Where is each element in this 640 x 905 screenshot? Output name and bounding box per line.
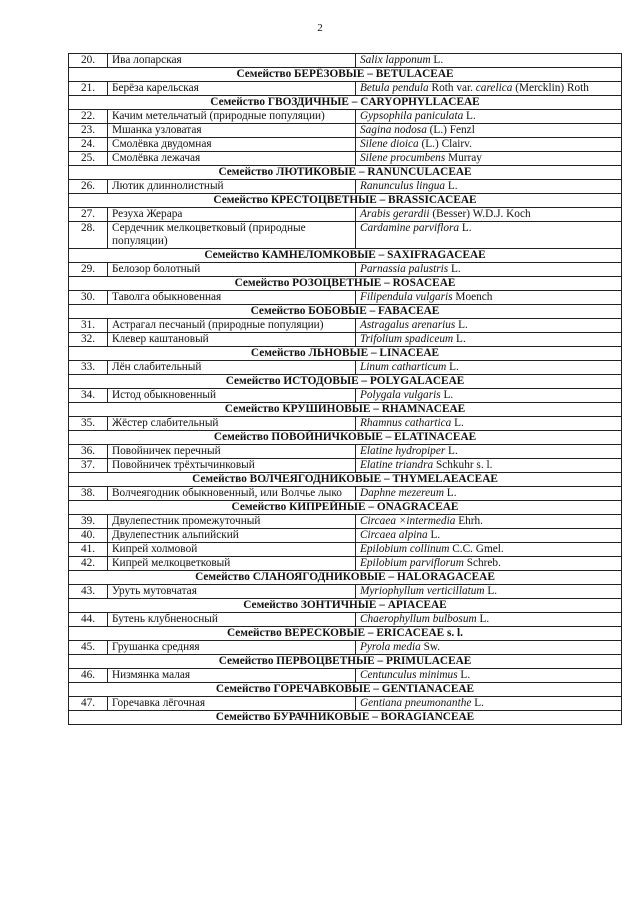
species-russian-name: Горечавка лёгочная [108, 697, 356, 711]
author-citation: L. [427, 529, 441, 541]
species-number: 38. [69, 487, 108, 501]
family-header-row [69, 249, 622, 263]
family-header-row [69, 347, 622, 361]
species-number: 34. [69, 389, 108, 403]
species-latin-name-cell [356, 208, 622, 222]
author-citation: L. [459, 222, 472, 234]
species-latin-name-cell [356, 543, 622, 557]
latin-name: Parnassia palustris [360, 263, 449, 275]
species-number: 29. [69, 263, 108, 277]
species-number: 46. [69, 669, 108, 683]
species-row [69, 641, 622, 655]
species-latin-name-cell [356, 82, 622, 96]
author-citation: Ehrh. [455, 515, 483, 527]
species-row [69, 263, 622, 277]
family-header-row [69, 403, 622, 417]
author-citation: L. [463, 110, 476, 122]
species-row [69, 124, 622, 138]
author-citation: L. [443, 487, 457, 499]
author-citation: L. [453, 333, 466, 345]
family-header-row [69, 683, 622, 697]
species-latin-name-cell [356, 515, 622, 529]
family-name: Семейство ГОРЕЧАВКОВЫЕ – GENTIANACEAE [69, 683, 622, 697]
species-latin-name-cell [356, 333, 622, 347]
latin-name: Gypsophila paniculata [360, 110, 464, 122]
species-latin-name-cell [356, 319, 622, 333]
species-number: 25. [69, 152, 108, 166]
family-header-row [69, 655, 622, 669]
latin-name: Daphne mezereum [360, 487, 444, 499]
species-row [69, 319, 622, 333]
species-row [69, 54, 622, 68]
species-number: 37. [69, 459, 108, 473]
family-header-row [69, 501, 622, 515]
species-latin-name-cell [356, 459, 622, 473]
species-row [69, 208, 622, 222]
species-number: 28. [69, 222, 108, 249]
species-row [69, 697, 622, 711]
species-number: 31. [69, 319, 108, 333]
latin-name: Chaerophyllum bulbosum [360, 613, 477, 625]
latin-name: Sagina nodosa [360, 124, 427, 136]
species-row [69, 152, 622, 166]
family-header-row [69, 96, 622, 110]
species-russian-name: Низмянка малая [108, 669, 356, 683]
author-citation: Murray [445, 152, 482, 164]
family-name: Семейство СЛАНОЯГОДНИКОВЫЕ – HALORAGACEAE [69, 571, 622, 585]
species-russian-name: Уруть мутовчатая [108, 585, 356, 599]
family-header-row [69, 431, 622, 445]
species-russian-name: Кипрей мелкоцветковый [108, 557, 356, 571]
species-russian-name: Берёза карельская [108, 82, 356, 96]
family-name: Семейство ПОВОЙНИЧКОВЫЕ – ELATINACEAE [69, 431, 622, 445]
author-citation: Moench [452, 291, 493, 303]
species-row [69, 180, 622, 194]
latin-name: Myriophyllum verticillatum [360, 585, 485, 597]
family-name: Семейство ЛЬНОВЫЕ – LINACEAE [69, 347, 622, 361]
family-name: Семейство БОБОВЫЕ – FABACEAE [69, 305, 622, 319]
species-russian-name: Жёстер слабительный [108, 417, 356, 431]
latin-name: Epilobium collinum [360, 543, 450, 555]
author-citation: (Besser) W.D.J. Koch [429, 208, 531, 220]
species-latin-name-cell [356, 110, 622, 124]
author-citation: L. [455, 319, 468, 331]
latin-name: Silene procumbens [360, 152, 446, 164]
species-row [69, 585, 622, 599]
latin-name: Pyrola media [360, 641, 421, 653]
species-number: 39. [69, 515, 108, 529]
latin-name: Circaea alpina [360, 529, 428, 541]
species-row [69, 543, 622, 557]
latin-name: Linum catharticum [360, 361, 447, 373]
species-latin-name-cell [356, 152, 622, 166]
latin-name: Astragalus arenarius [360, 319, 456, 331]
family-name: Семейство КАМНЕЛОМКОВЫЕ – SAXIFRAGACEAE [69, 249, 622, 263]
species-russian-name: Повойничек трёхтычинковый [108, 459, 356, 473]
species-latin-name-cell [356, 417, 622, 431]
author-citation: Schreb. [463, 557, 501, 569]
species-number: 41. [69, 543, 108, 557]
family-name: Семейство ЗОНТИЧНЫЕ – APIACEAE [69, 599, 622, 613]
family-header-row [69, 68, 622, 82]
species-table-body [69, 54, 622, 725]
species-latin-name-cell [356, 291, 622, 305]
author-citation: Sw. [420, 641, 441, 653]
page-number: 2 [317, 22, 323, 34]
species-number: 47. [69, 697, 108, 711]
species-number: 45. [69, 641, 108, 655]
species-row [69, 459, 622, 473]
latin-name: Trifolium spadiceum [360, 333, 454, 345]
species-russian-name: Клевер каштановый [108, 333, 356, 347]
latin-varietal-name: carelica [475, 82, 513, 94]
species-russian-name: Таволга обыкновенная [108, 291, 356, 305]
latin-name: Betula pendula [360, 82, 429, 94]
species-russian-name: Резуха Жерара [108, 208, 356, 222]
species-latin-name-cell [356, 124, 622, 138]
species-row [69, 529, 622, 543]
species-russian-name: Астрагал песчаный (природные популяции) [108, 319, 356, 333]
species-number: 21. [69, 82, 108, 96]
species-latin-name-cell [356, 641, 622, 655]
species-latin-name-cell [356, 263, 622, 277]
species-number: 23. [69, 124, 108, 138]
species-number: 20. [69, 54, 108, 68]
species-latin-name-cell [356, 585, 622, 599]
family-header-row [69, 375, 622, 389]
species-row [69, 110, 622, 124]
author-citation: L. [484, 585, 498, 597]
species-number: 33. [69, 361, 108, 375]
family-name: Семейство ГВОЗДИЧНЫЕ – CARYOPHYLLACEAE [69, 96, 622, 110]
author-citation: Roth var. [428, 82, 476, 94]
latin-name: Silene dioica [360, 138, 419, 150]
family-header-row [69, 627, 622, 641]
family-header-row [69, 711, 622, 725]
family-header-row [69, 571, 622, 585]
family-header-row [69, 194, 622, 208]
species-row [69, 361, 622, 375]
species-number: 42. [69, 557, 108, 571]
species-number: 32. [69, 333, 108, 347]
species-russian-name: Мшанка узловатая [108, 124, 356, 138]
species-russian-name: Кипрей холмовой [108, 543, 356, 557]
author-citation: L. [471, 697, 484, 709]
species-latin-name-cell [356, 54, 622, 68]
latin-name: Elatine triandra [360, 459, 434, 471]
species-row [69, 82, 622, 96]
author-citation: L. [446, 361, 459, 373]
species-russian-name: Истод обыкновенный [108, 389, 356, 403]
species-russian-name: Лютик длиннолистный [108, 180, 356, 194]
species-russian-name: Лён слабительный [108, 361, 356, 375]
species-russian-name: Белозор болотный [108, 263, 356, 277]
species-latin-name-cell [356, 529, 622, 543]
latin-name: Cardamine parviflora [360, 222, 460, 234]
species-latin-name-cell [356, 180, 622, 194]
species-latin-name-cell [356, 697, 622, 711]
species-latin-name-cell [356, 361, 622, 375]
author-citation: C.C. Gmel. [449, 543, 504, 555]
author-citation: L. [451, 417, 464, 429]
species-number: 30. [69, 291, 108, 305]
latin-name: Circaea ×intermedia [360, 515, 456, 527]
author-citation: L. [430, 54, 444, 66]
latin-name: Gentiana pneumonanthe [360, 697, 472, 709]
species-row [69, 487, 622, 501]
latin-name: Epilobium parviflorum [360, 557, 464, 569]
species-row [69, 445, 622, 459]
family-name: Семейство КРУШИНОВЫЕ – RHAMNACEAE [69, 403, 622, 417]
species-number: 40. [69, 529, 108, 543]
family-header-row [69, 305, 622, 319]
species-number: 36. [69, 445, 108, 459]
species-number: 24. [69, 138, 108, 152]
species-number: 22. [69, 110, 108, 124]
family-name: Семейство ПЕРВОЦВЕТНЫЕ – PRIMULACEAE [69, 655, 622, 669]
species-latin-name-cell [356, 389, 622, 403]
species-row [69, 417, 622, 431]
species-latin-name-cell [356, 487, 622, 501]
species-number: 44. [69, 613, 108, 627]
family-name: Семейство РОЗОЦВЕТНЫЕ – ROSACEAE [69, 277, 622, 291]
family-name: Семейство ЛЮТИКОВЫЕ – RANUNCULACEAE [69, 166, 622, 180]
species-row [69, 291, 622, 305]
family-name: Семейство КИПРЕЙНЫЕ – ONAGRACEAE [69, 501, 622, 515]
species-russian-name: Двулепестник промежуточный [108, 515, 356, 529]
family-name: Семейство КРЕСТОЦВЕТНЫЕ – BRASSICACEAE [69, 194, 622, 208]
author-citation: (Mercklin) Roth [512, 82, 589, 94]
latin-name: Elatine hydropiper [360, 445, 446, 457]
species-row [69, 669, 622, 683]
species-row [69, 333, 622, 347]
species-russian-name: Качим метельчатый (природные популяции) [108, 110, 356, 124]
family-name: Семейство ИСТОДОВЫЕ – POLYGALACEAE [69, 375, 622, 389]
author-citation: L. [445, 180, 458, 192]
family-header-row [69, 166, 622, 180]
latin-name: Rhamnus cathartica [360, 417, 452, 429]
species-table [68, 53, 622, 725]
author-citation: L. [448, 263, 461, 275]
species-number: 43. [69, 585, 108, 599]
species-latin-name-cell [356, 669, 622, 683]
species-russian-name: Волчеягодник обыкновенный, или Волчье лыко [108, 487, 356, 501]
species-russian-name: Смолёвка лежачая [108, 152, 356, 166]
latin-name: Salix lapponum [360, 54, 431, 66]
author-citation: L. [457, 669, 471, 681]
species-russian-name: Сердечник мелкоцветковый (природные популяции) [108, 222, 356, 249]
family-header-row [69, 473, 622, 487]
species-number: 26. [69, 180, 108, 194]
family-name: Семейство БЕРЁЗОВЫЕ – BETULACEAE [69, 68, 622, 82]
author-citation: L. [476, 613, 490, 625]
species-row [69, 222, 622, 249]
latin-name: Polygala vulgaris [360, 389, 441, 401]
species-russian-name: Ива лопарская [108, 54, 356, 68]
species-russian-name: Бутень клубненосный [108, 613, 356, 627]
latin-name: Ranunculus lingua [360, 180, 446, 192]
family-header-row [69, 277, 622, 291]
species-latin-name-cell [356, 557, 622, 571]
author-citation: L. [445, 445, 458, 457]
species-latin-name-cell [356, 138, 622, 152]
species-row [69, 613, 622, 627]
species-row [69, 138, 622, 152]
species-russian-name: Повойничек перечный [108, 445, 356, 459]
latin-name: Arabis gerardii [360, 208, 430, 220]
species-number: 35. [69, 417, 108, 431]
species-row [69, 557, 622, 571]
latin-name: Centunculus minimus [360, 669, 458, 681]
family-name: Семейство ВОЛЧЕЯГОДНИКОВЫЕ – THYMELAEACEAE [69, 473, 622, 487]
author-citation: L. [440, 389, 454, 401]
species-russian-name: Грушанка средняя [108, 641, 356, 655]
species-row [69, 389, 622, 403]
species-russian-name: Смолёвка двудомная [108, 138, 356, 152]
species-row [69, 515, 622, 529]
species-latin-name-cell [356, 222, 622, 249]
family-name: Семейство ВЕРЕСКОВЫЕ – ERICACEAE s. l. [69, 627, 622, 641]
species-latin-name-cell [356, 445, 622, 459]
author-citation: (L.) Fenzl [426, 124, 475, 136]
species-russian-name: Двулепестник альпийский [108, 529, 356, 543]
species-latin-name-cell [356, 613, 622, 627]
species-number: 27. [69, 208, 108, 222]
family-name: Семейство БУРАЧНИКОВЫЕ – BORAGIANCEAE [69, 711, 622, 725]
author-citation: (L.) Clairv. [418, 138, 472, 150]
author-citation: Schkuhr s. l. [433, 459, 493, 471]
latin-name: Filipendula vulgaris [360, 291, 453, 303]
family-header-row [69, 599, 622, 613]
